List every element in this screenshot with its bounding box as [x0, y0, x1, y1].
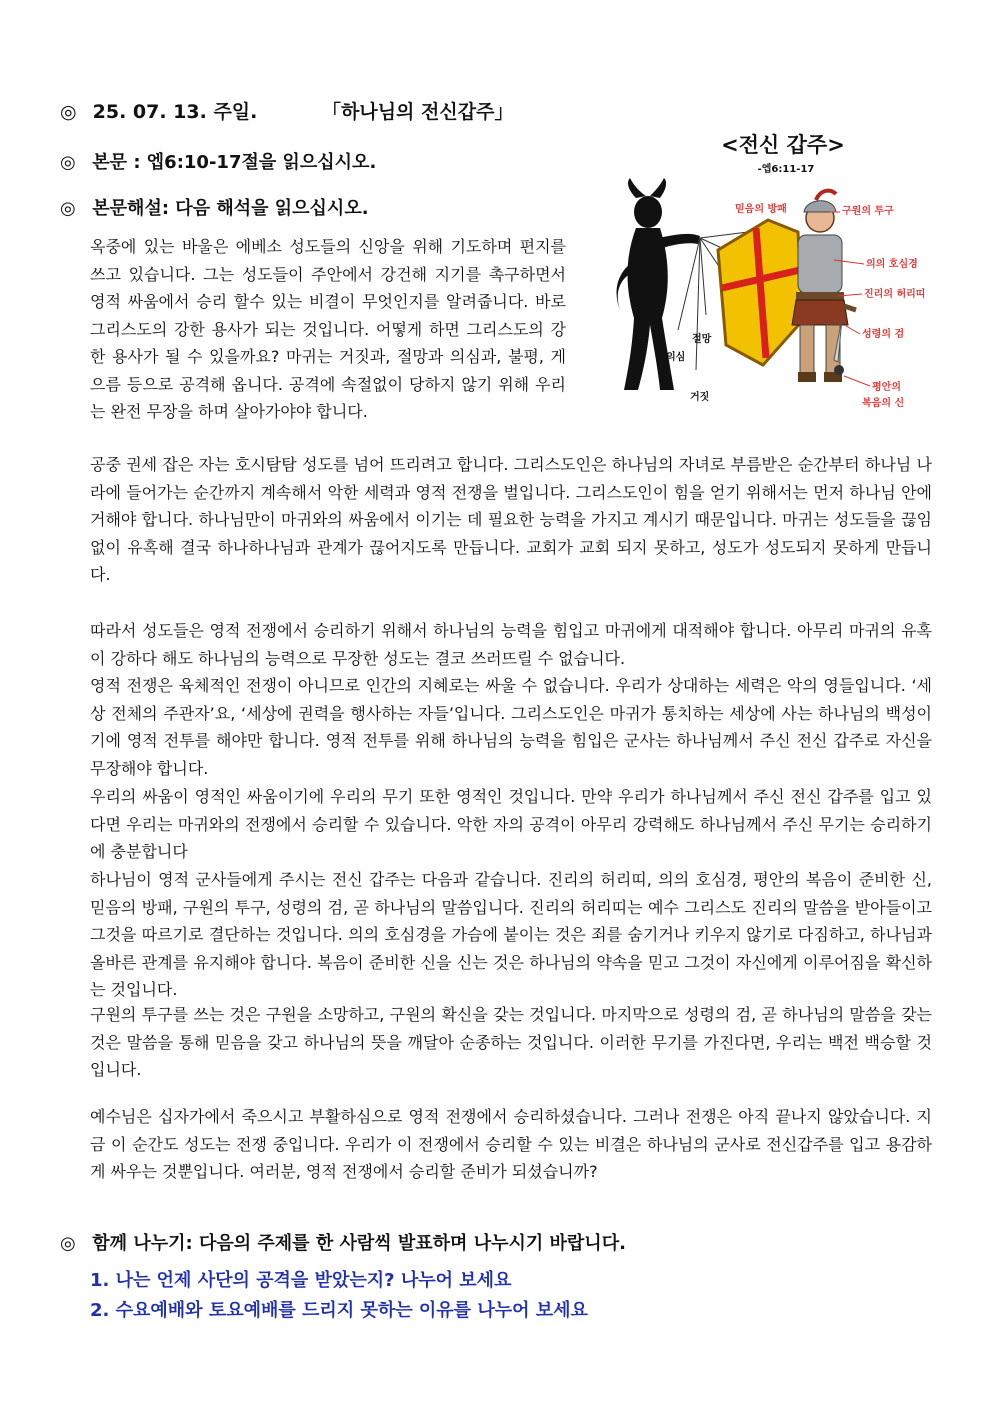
figure-title: <전신 갑주> — [721, 133, 845, 157]
commentary-heading — [60, 194, 369, 220]
label-shield: 믿음의 방패 — [735, 204, 787, 215]
label-sword: 성령의 검 — [862, 329, 905, 340]
scripture-heading — [60, 148, 376, 174]
sharing-question: 1. 나는 언제 사단의 공격을 받았는지? 나누어 보세요 — [90, 1270, 512, 1291]
label-shoes-1: 평안의 — [872, 382, 901, 393]
page-header — [60, 97, 513, 124]
body-paragraph: 하나님이 영적 군사들에게 주시는 전신 갑주는 다음과 같습니다. 진리의 허리띠, 의의 호심경, 평안의 복음이 준비한 신, 믿음의 방패, 구원의 투구, 성령의 검, 곧 하나님의 말씀입니다. 진리의 허리띠는 예수 그리스도 진리의 말씀을 받아들이고 그것을 따르기로 결단하는 것입니다. 의의 호심경을 가슴에 붙이는 것은 죄를 숨기거나 키우지 않기로 다짐하고, 하나님과 올바른 관계를 유지해야 합니다. 복음이 준비한 신을 신는 것은 하나님의 약속을 믿고 그것이 자신에게 이루어짐을 확신하는 것입니다. — [90, 870, 932, 999]
label-despair: 절망 — [692, 334, 712, 345]
commentary-heading-text: 본문해설: 다음 해석을 읽으십시오. — [92, 198, 369, 219]
label-helmet: 구원의 투구 — [842, 206, 894, 217]
shield-icon — [718, 220, 803, 365]
scripture-text: 본문 : 엡6:10-17절을 읽으십시오. — [92, 152, 377, 173]
closing-paragraph: 예수님은 십자가에서 죽으시고 부활하심으로 영적 전쟁에서 승리하셨습니다. 그러나 전쟁은 아직 끝나지 않았습니다. 지금 이 순간도 성도는 전쟁 중입니다. 우리가 이 전쟁에서 승리할 수 있는 비결은 하나님의 군사로 전신갑주를 입고 용감하게 싸우는 것뿐입니다. 여러분, 영적 전쟁에서 승리할 준비가 되셨습니까? — [90, 1107, 932, 1181]
sharing-heading-text: 함께 나누기: 다음의 주제를 한 사람씩 발표하며 나누시기 바랍니다. — [92, 1233, 626, 1254]
body-paragraph: 우리의 싸움이 영적인 싸움이기에 우리의 무기 또한 영적인 것입니다. 만약 우리가 하나님께서 주신 전신 갑주를 입고 있다면 우리는 마귀와의 전쟁에서 승리할 수 있습니다. 악한 자의 공격이 아무리 강력해도 하나님께서 주신 무기는 승리하기에 충분합니다 — [90, 787, 932, 861]
circle-mark-icon: ◎ — [60, 1233, 76, 1254]
circle-mark-icon: ◎ — [60, 152, 76, 173]
label-shoes-2: 복음의 신 — [862, 398, 905, 409]
circle-mark-icon: ◎ — [60, 101, 77, 123]
devil-figure-icon — [617, 178, 700, 390]
body-paragraph: 구원의 투구를 쓰는 것은 구원을 소망하고, 구원의 확신을 갖는 것입니다. 마지막으로 성령의 검, 곧 하나님의 말씀을 갖는 것은 말씀을 통해 믿음을 갖고 하나님의 뜻을 깨달아 순종하는 것입니다. 이러한 무기를 가진다면, 우리는 백전 백승할 것입니다. — [90, 1005, 932, 1079]
body-paragraph: 영적 전쟁은 육체적인 전쟁이 아니므로 인간의 지혜로는 싸울 수 없습니다. 우리가 상대하는 세력은 악의 영들입니다. ‘세상 전체의 주관자’요, ‘세상에 권력을 행사하는 자들’입니다. 그리스도인은 마귀가 통치하는 세상에 사는 하나님의 백성이기에 영적 전투를 해야만 합니다. 영적 전투를 위해 하나님의 능력을 힘입은 군사는 하나님께서 주신 전신 갑주로 자신을 무장해야 합니다. — [90, 676, 932, 778]
intro-paragraph: 옥중에 있는 바울은 에베소 성도들의 신앙을 위해 기도하며 편지를 쓰고 있습니다. 그는 성도들이 주안에서 강건해 지기를 촉구하면서 영적 싸움에서 승리 할수 있는 비결이 무엇인지를 알려줍니다. 바로 그리스도의 강한 용사가 되는 것입니다. 어떻게 하면 그리스도의 강한 용사가 될 수 있을까요? 마귀는 거짓과, 절망과 의심과, 불평, 게으름 등으로 공격해 옵니다. 공격에 속절없이 당하지 않기 위해 우리는 완전 무장을 하며 살아가야야 합니다. — [90, 237, 566, 421]
label-breastplate: 의의 호심경 — [866, 259, 918, 270]
label-doubt: 의심 — [666, 352, 686, 363]
armor-figure — [598, 120, 943, 420]
sharing-question: 2. 수요예배와 토요예배를 드리지 못하는 이유를 나누어 보세요 — [90, 1300, 588, 1321]
label-belt: 진리의 허리띠 — [864, 289, 926, 300]
page-title: 「하나님의 전신갑주」 — [322, 101, 514, 123]
date-line: 25. 07. 13. 주일. — [92, 101, 258, 123]
soldier-figure-icon — [792, 191, 848, 382]
label-lie: 거짓 — [690, 392, 710, 403]
body-paragraph: 공중 권세 잡은 자는 호시탐탐 성도를 넘어 뜨리려고 합니다. 그리스도인은 하나님의 자녀로 부름받은 순간부터 하나님 나라에 들어가는 순간까지 계속해서 악한 세력과 영적 전쟁을 벌입니다. 그리스도인이 힘을 얻기 위해서는 먼저 하나님 안에 거해야 합니다. 하나님만이 마귀와의 싸움에서 이기는 데 필요한 능력을 가지고 계시기 때문입니다. 마귀는 성도들을 끊임없이 유혹해 결국 하나하나님과 관계가 끊어지도록 만듭니다. 교회가 교회 되지 못하고, 성도가 성도되지 못하게 만듭니다. — [90, 455, 932, 584]
body-paragraph: 따라서 성도들은 영적 전쟁에서 승리하기 위해서 하나님의 능력을 힘입고 마귀에게 대적해야 합니다. 아무리 마귀의 유혹이 강하다 해도 하나님의 능력으로 무장한 성도는 결코 쓰러뜨릴 수 없습니다. — [90, 621, 932, 668]
figure-ref: -엡6:11-17 — [757, 164, 815, 175]
circle-mark-icon: ◎ — [60, 198, 76, 219]
sharing-heading — [60, 1229, 626, 1255]
